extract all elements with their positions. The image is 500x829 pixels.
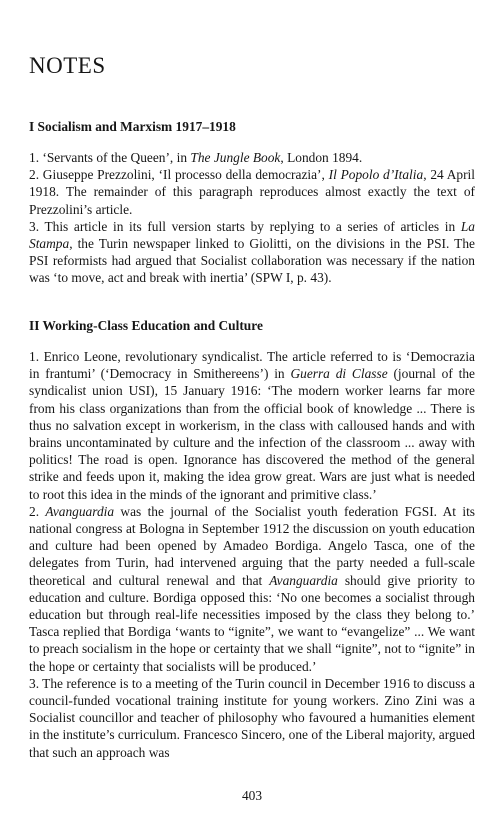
note-italic-title: Avanguardia: [45, 503, 115, 519]
section-heading-socialism-marxism: I Socialism and Marxism 1917–1918: [29, 119, 236, 134]
page-number: 403: [241, 788, 263, 803]
note-italic-title: The Jungle Book: [190, 150, 281, 165]
note-text: 3. The reference is to a meeting of the Turin council in December 1916 to discuss a council-funded vocational training institute for young workers. Zino Zini was a Socialist councillor and teacher of philosophy who favoured a humanities element in the institute’s curriculum. Francesco Sincero, one of the Liberal majority, argued that such an approach was: [29, 675, 475, 760]
notes-list-section-2: [29, 348, 475, 761]
page-title: NOTES: [29, 53, 106, 78]
note-text: , the Turin newspaper linked to Giolitti, on the divisions in the PSI. The PSI reformists had argued that Socialist collaboration was necessary if the nation was ‘to move, act and break with inertia’ (SPW I, p. 43).: [29, 236, 475, 286]
note-2-3: [29, 675, 475, 761]
note-1-1: [29, 149, 475, 166]
note-text: 1. Enrico Leone, revolutionary syndicalist. The article referred to is ‘Democrazia in frantumi’ (‘Democracy in Smithereens’) in: [29, 349, 475, 382]
note-1-3: [29, 218, 475, 287]
note-2-1: [29, 348, 475, 503]
note-italic-title: Avanguardia: [269, 572, 338, 588]
notes-list-section-1: [29, 149, 475, 287]
note-italic-title: Guerra di Classe: [290, 366, 388, 382]
section-heading-working-class-education: II Working-Class Education and Culture: [29, 318, 263, 333]
note-2-2: [29, 503, 475, 675]
note-text: should give priority to education and culture. Bordiga opposed this: ‘No one becomes a socialist through education but through real-life necessities imposed by the class they belong to.’ Tasca replied that Bordiga ‘wants to “ignite”, we want to “evangelize” ... We want to preach socialism in the hope or certainty that we shall “ignite”, not to “ignite” in the hope or certainty that socialists will be produced.’: [29, 572, 475, 674]
note-text: 1. ‘Servants of the Queen’, in: [29, 150, 191, 165]
note-text: (journal of the syndicalist union USI), 15 January 1916: ‘The modern worker learns far more from his class organizations than from the official book of knowledge ... There is thus no salvation except in workerism, in the class with calloused hands and with brains uncontaminated by culture and the infection of the classroom ... away with politics! The road is open. Ignorance has discovered the method of the general strike and feeds upon it, making the idea grow great. Wars are just what is needed to root this idea in the minds of the ignorant and primitive class.’: [29, 366, 475, 502]
note-1-2: [29, 166, 475, 218]
note-text: 2.: [29, 503, 46, 519]
note-text: , London 1894.: [280, 150, 363, 165]
note-italic-title: Il Popolo d’Italia: [328, 167, 424, 183]
note-italic-title: La Stampa: [29, 218, 475, 252]
note-text: was the journal of the Socialist youth federation FGSI. At its national congress at Bologna in September 1912 the discussion on youth education and culture had been opened by Amadeo Bordiga. Angelo Tasca, one of the delegates from Turin, had intervened arguing that the party needed a full-scale theoretical and cultural renewal and that: [29, 503, 476, 588]
note-text: 2. Giuseppe Prezzolini, ‘Il processo della democrazia’,: [29, 167, 329, 183]
note-text: , 24 April 1918. The remainder of this paragraph reproduces almost exactly the text of Prezzolini’s article.: [29, 167, 475, 217]
note-text: 3. This article in its full version starts by replying to a series of articles in: [29, 218, 461, 234]
